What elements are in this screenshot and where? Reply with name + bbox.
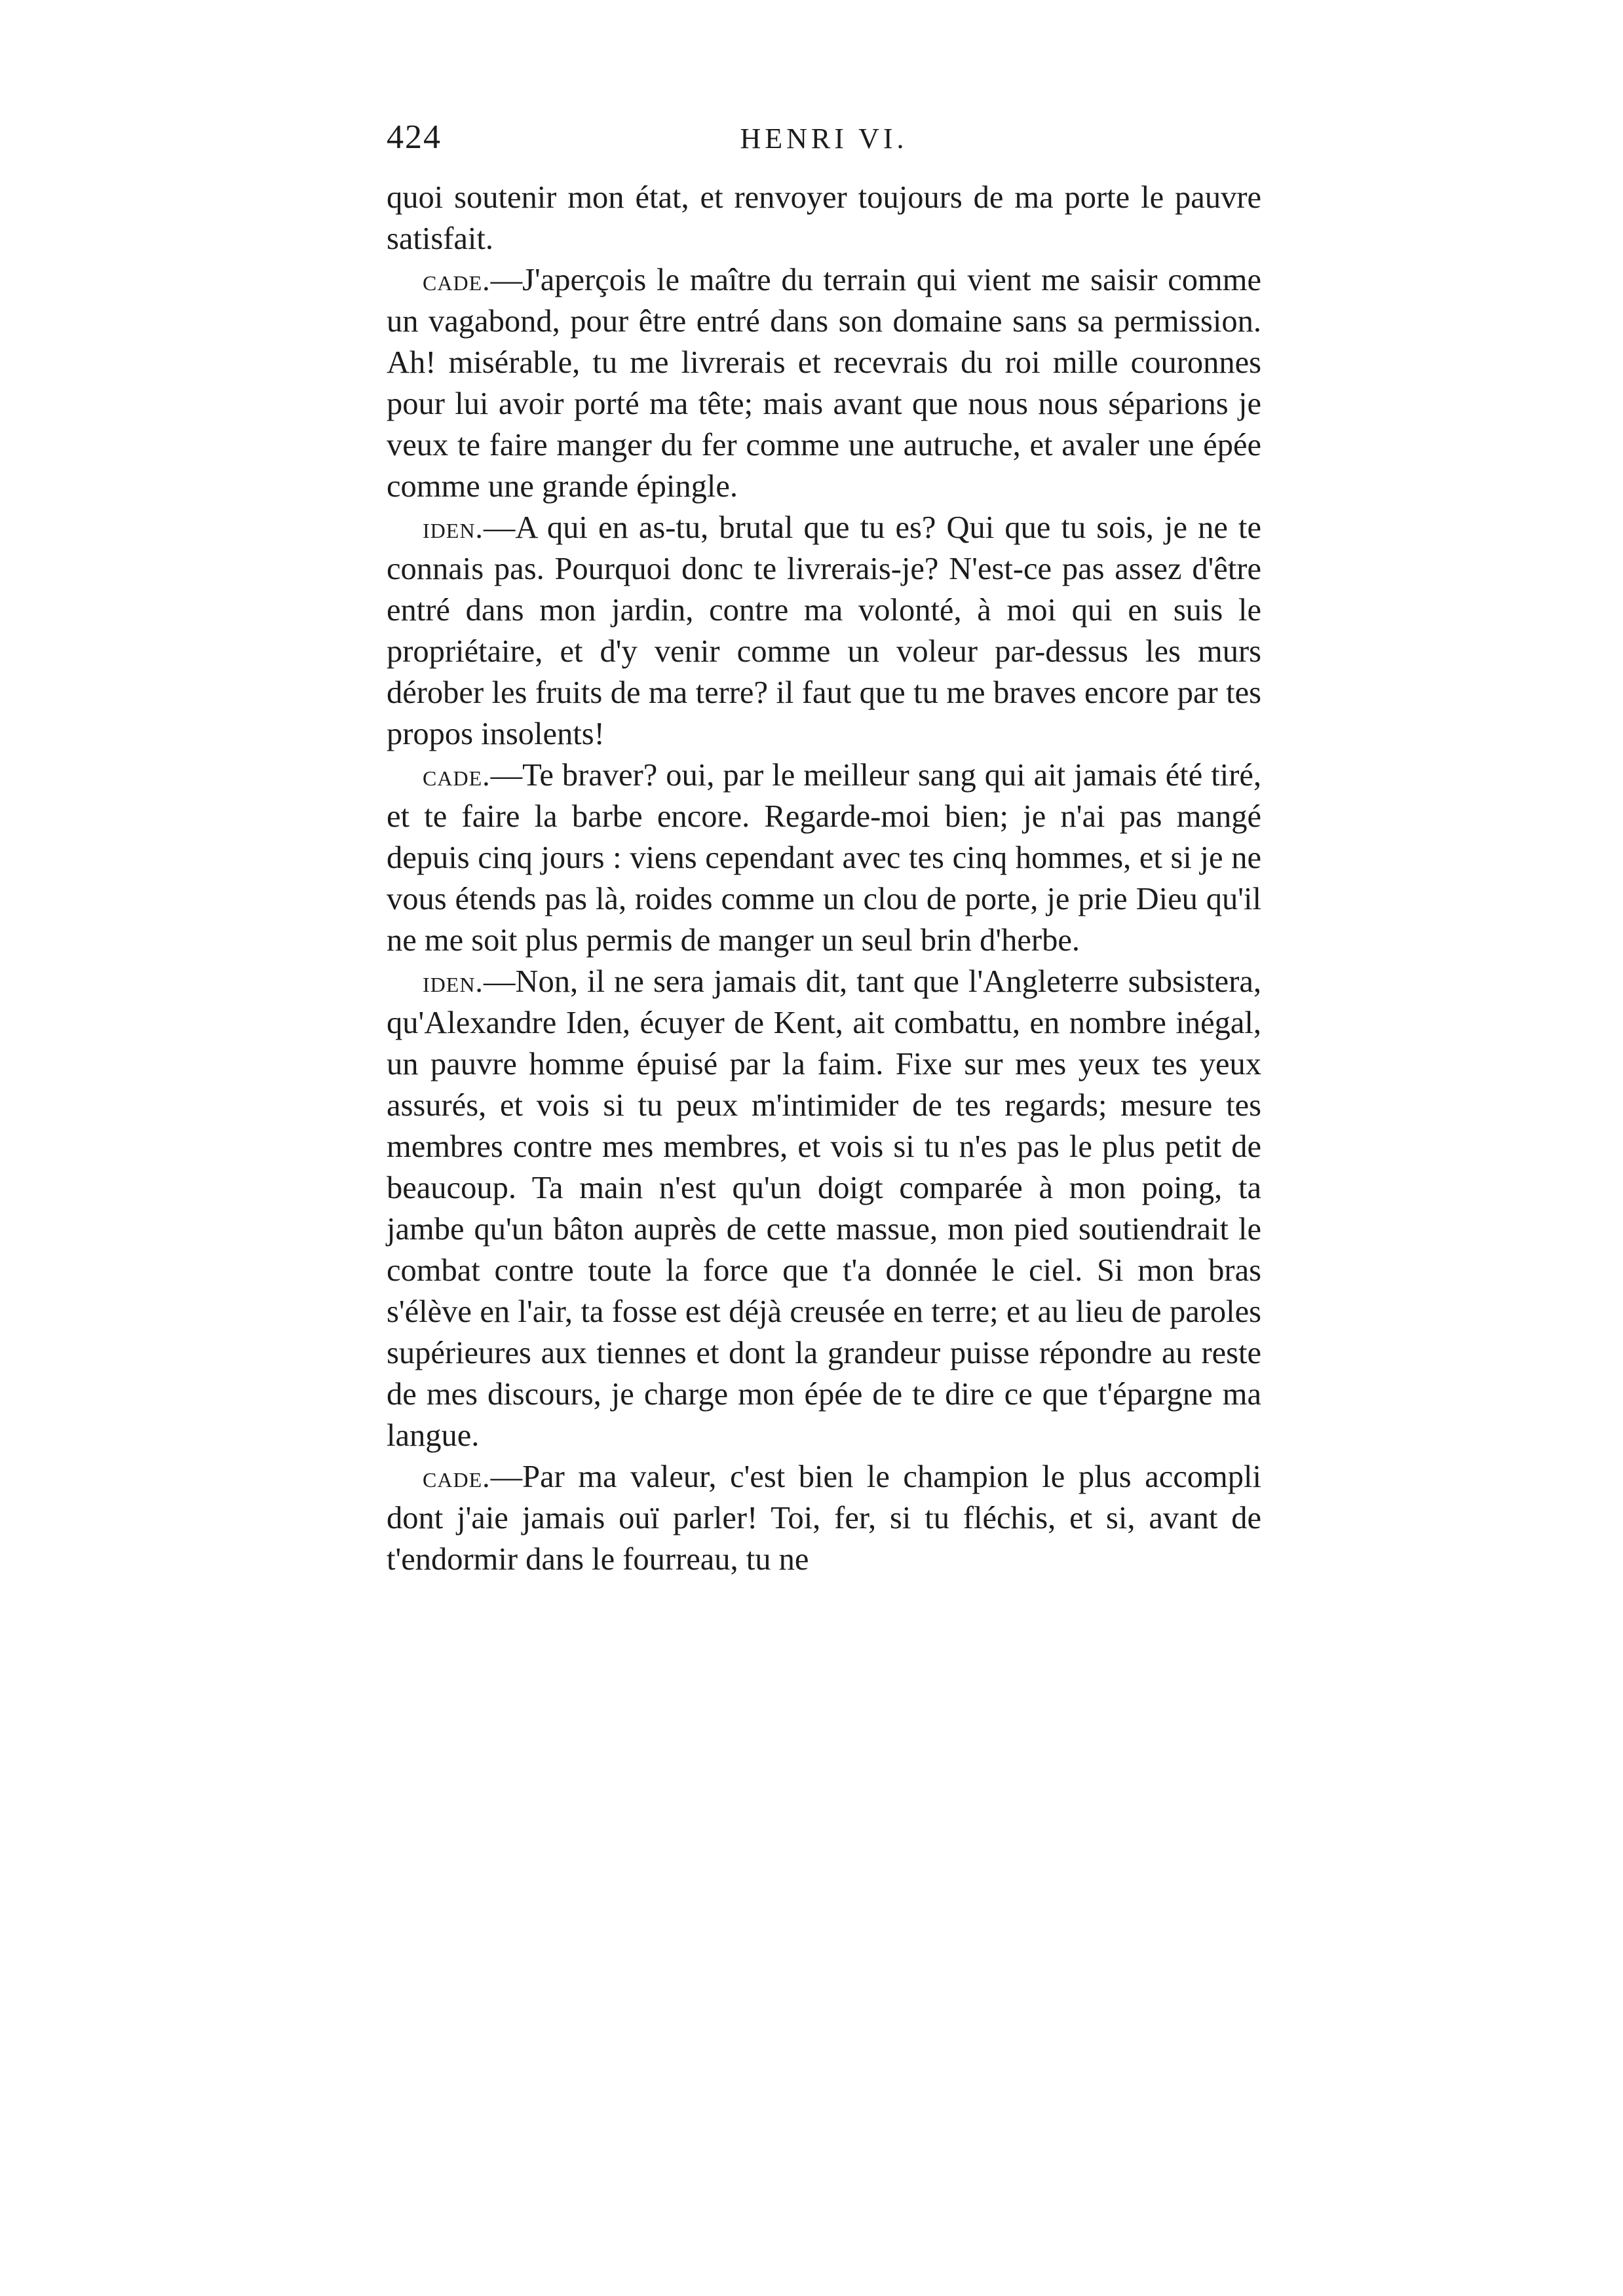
speech-text: —Te braver? oui, par le meilleur sang qui ait jamais été tiré, et te faire la barbe encore. Regarde-moi bien; je n'ai pas mangé depuis cinq jours : viens cependant avec tes cinq hommes, et si je ne vous étends pas là, roides comme un clou de porte, je prie Dieu qu'il ne me soit plus permis de manger un seul brin d'herbe. [387, 758, 1261, 958]
page-number: 424 [387, 119, 442, 156]
speech-text: —Non, il ne sera jamais dit, tant que l'Angleterre subsistera, qu'Alexandre Iden, écuyer de Kent, ait combattu, en nombre inégal, un pauvre homme épuisé par la faim. Fixe sur mes yeux tes yeux assurés, et vois si tu peux m'intimider de tes regards; mesure tes membres contre mes membres, et vois si tu n'es pas le plus petit de beaucoup. Ta main n'est qu'un doigt comparée à mon poing, ta jambe qu'un bâton auprès de cette massue, mon pied soutiendrait le combat contre toute la force que t'a donnée le ciel. Si mon bras s'élève en l'air, ta fosse est déjà creusée en terre; et au lieu de paroles supérieures aux tiennes et dont la grandeur puisse répondre au reste de mes discours, je charge mon épée de te dire ce que t'épargne ma langue. [387, 964, 1261, 1453]
speaker-name: iden. [423, 511, 484, 544]
speech-iden-1 [387, 507, 1261, 755]
paragraph-text: quoi soutenir mon état, et renvoyer toujours de ma porte le pauvre satisfait. [387, 180, 1261, 256]
speech-text: —A qui en as-tu, brutal que tu es? Qui que tu sois, je ne te connais pas. Pourquoi donc te livrerais-je? N'est-ce pas assez d'être entré dans mon jardin, contre ma volonté, à moi qui en suis le propriétaire, et d'y venir comme un voleur par-dessus les murs dérober les fruits de ma terre? il faut que tu me braves encore par tes propos insolents! [387, 510, 1261, 751]
speech-iden-2 [387, 961, 1261, 1456]
running-header [387, 118, 1261, 170]
speech-cade-3 [387, 1456, 1261, 1580]
page-body [387, 177, 1261, 1580]
speaker-name: cade. [423, 263, 491, 297]
speaker-name: cade. [423, 1460, 491, 1494]
speech-text: —J'aperçois le maître du terrain qui vient me saisir comme un vagabond, pour être entré dans son domaine sans sa permission. Ah! misérable, tu me livrerais et recevrais du roi mille couronnes pour lui avoir porté ma tête; mais avant que nous nous séparions je veux te faire manger du fer comme une autruche, et avaler une épée comme une grande épingle. [387, 263, 1261, 504]
speech-text: —Par ma valeur, c'est bien le champion le plus accompli dont j'aie jamais ouï parler! Toi, fer, si tu fléchis, et si, avant de t'endormir dans le fourreau, tu ne [387, 1459, 1261, 1577]
paragraph-continuation [387, 177, 1261, 259]
speech-cade-2 [387, 755, 1261, 961]
running-title: HENRI VI. [740, 122, 908, 155]
speech-cade-1 [387, 259, 1261, 507]
speaker-name: iden. [423, 965, 484, 998]
speaker-name: cade. [423, 759, 491, 792]
book-page [387, 118, 1261, 1580]
